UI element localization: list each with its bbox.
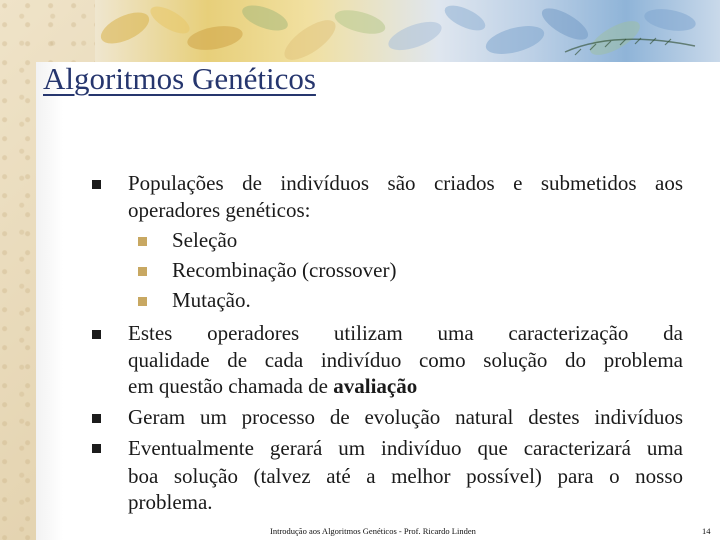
sub-bullet-square-icon (138, 267, 147, 276)
item-2-line-1: Estes operadores utilizam uma caracterização da (128, 321, 683, 345)
bullet-square-icon (92, 414, 101, 423)
page-number: 14 (702, 526, 711, 536)
slide-title: Algoritmos Genéticos (43, 61, 316, 96)
item-4-line-3: problema. (128, 490, 213, 514)
item-3-line-1: Geram um processo de evolução natural destes indivíduos (128, 405, 683, 429)
item-1-line-1: Populações de indivíduos são criados e submetidos aos (128, 171, 683, 195)
avaliacao-term: avaliação (333, 374, 418, 398)
bullet-square-icon (92, 180, 101, 189)
sub-bullet-square-icon (138, 297, 147, 306)
item-1-line-2: operadores genéticos: (128, 198, 311, 222)
item-4-line-1: Eventualmente gerará um indivíduo que caracterizará uma (128, 436, 683, 460)
decorative-banner (95, 0, 720, 62)
item-2-line-2: qualidade de cada indivíduo como solução do problema (128, 348, 683, 372)
subitem-mutacao: Mutação. (172, 288, 251, 312)
item-2-line-3 (128, 374, 417, 398)
subitem-selecao: Seleção (172, 228, 238, 252)
item-2-line-3-text: em questão chamada de (128, 374, 334, 398)
bullet-square-icon (92, 330, 101, 339)
item-4-line-2: boa solução (talvez até a melhor possível) para o nosso (128, 464, 683, 488)
slide-footer: Introdução aos Algoritmos Genéticos - Prof. Ricardo Linden (270, 526, 476, 536)
sub-bullet-square-icon (138, 237, 147, 246)
subitem-recombinacao: Recombinação (crossover) (172, 258, 397, 282)
bullet-square-icon (92, 444, 101, 453)
leaf-pattern-image (95, 0, 720, 62)
